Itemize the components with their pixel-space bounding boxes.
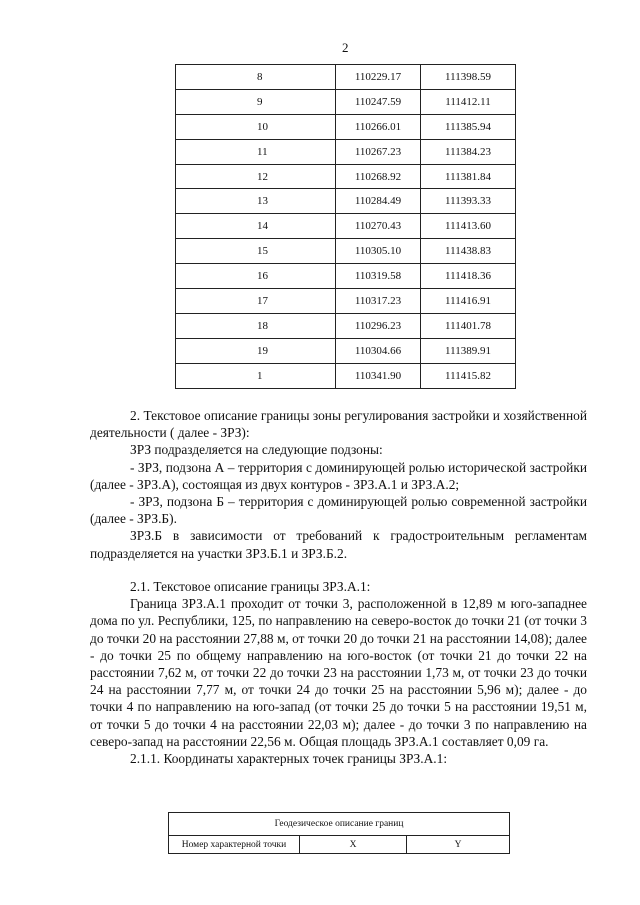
table-row — [176, 363, 516, 388]
point-number-cell: 13 — [176, 189, 336, 214]
x-coordinate-cell: 110341.90 — [336, 363, 421, 388]
table-row — [176, 114, 516, 139]
y-coordinate-cell: 111393.33 — [421, 189, 516, 214]
point-number-cell: 1 — [176, 363, 336, 388]
section-2-1-1-heading: 2.1.1. Координаты характерных точек границы ЗРЗ.А.1: — [130, 751, 448, 767]
y-coordinate-cell: 111389.91 — [421, 338, 516, 363]
point-number-cell: 9 — [176, 89, 336, 114]
section-2-1-heading: 2.1. Текстовое описание границы ЗРЗ.А.1: — [130, 579, 371, 594]
x-coordinate-cell: 110268.92 — [336, 164, 421, 189]
page-number: 2 — [342, 40, 349, 55]
section-2-intro: ЗРЗ подразделяется на следующие подзоны: — [130, 442, 383, 458]
y-coordinate-cell: 111438.83 — [421, 239, 516, 264]
table-row — [176, 65, 516, 90]
y-coordinate-cell: 111385.94 — [421, 114, 516, 139]
y-coordinate-cell: 111381.84 — [421, 164, 516, 189]
coordinates-table-body — [176, 65, 516, 389]
geodetic-table-title: Геодезическое описание границ — [169, 813, 510, 836]
x-coordinate-cell: 110317.23 — [336, 289, 421, 314]
x-coordinate-cell: 110304.66 — [336, 338, 421, 363]
table-row — [176, 239, 516, 264]
table-row — [176, 264, 516, 289]
point-number-cell: 18 — [176, 313, 336, 338]
point-number-cell: 19 — [176, 338, 336, 363]
section-2-1 — [90, 578, 587, 767]
point-number-cell: 16 — [176, 264, 336, 289]
column-header-y: Y — [407, 836, 510, 854]
table-row — [176, 214, 516, 239]
y-coordinate-cell: 111416.91 — [421, 289, 516, 314]
point-number-cell: 17 — [176, 289, 336, 314]
point-number-cell: 10 — [176, 114, 336, 139]
table-row — [176, 289, 516, 314]
point-number-cell: 14 — [176, 214, 336, 239]
column-header-point-number: Номер характерной точки — [169, 836, 300, 854]
table-row — [176, 189, 516, 214]
table-row — [176, 89, 516, 114]
table-row — [176, 313, 516, 338]
subzone-b-item: - ЗРЗ, подзона Б – территория с доминирующей ролью современной застройки (далее - ЗРЗ.Б). — [90, 494, 587, 527]
x-coordinate-cell: 110296.23 — [336, 313, 421, 338]
y-coordinate-cell: 111398.59 — [421, 65, 516, 90]
y-coordinate-cell: 111384.23 — [421, 139, 516, 164]
point-number-cell: 8 — [176, 65, 336, 90]
x-coordinate-cell: 110305.10 — [336, 239, 421, 264]
section-2 — [90, 407, 587, 562]
y-coordinate-cell: 111413.60 — [421, 214, 516, 239]
y-coordinate-cell: 111415.82 — [421, 363, 516, 388]
geodetic-description-table — [168, 812, 510, 854]
table-row — [176, 139, 516, 164]
subzone-a-item: - ЗРЗ, подзона А – территория с доминирующей ролью исторической застройки (далее - ЗРЗ.А), состоящая из двух контуров - ЗРЗ.А.1 и ЗРЗ.А.2; — [90, 459, 587, 492]
point-number-cell: 11 — [176, 139, 336, 164]
coordinates-table — [175, 64, 516, 389]
x-coordinate-cell: 110284.49 — [336, 189, 421, 214]
x-coordinate-cell: 110247.59 — [336, 89, 421, 114]
point-number-cell: 12 — [176, 164, 336, 189]
x-coordinate-cell: 110266.01 — [336, 114, 421, 139]
y-coordinate-cell: 111418.36 — [421, 264, 516, 289]
x-coordinate-cell: 110267.23 — [336, 139, 421, 164]
section-2-heading: 2. Текстовое описание границы зоны регулирования застройки и хозяйственной деятельности ( далее - ЗРЗ): — [90, 408, 587, 441]
table-row — [176, 338, 516, 363]
column-header-x: X — [300, 836, 407, 854]
y-coordinate-cell: 111401.78 — [421, 313, 516, 338]
table-row — [176, 164, 516, 189]
point-number-cell: 15 — [176, 239, 336, 264]
x-coordinate-cell: 110270.43 — [336, 214, 421, 239]
y-coordinate-cell: 111412.11 — [421, 89, 516, 114]
section-2-subdivision: ЗРЗ.Б в зависимости от требований к градостроительным регламентам подразделяется на участки ЗРЗ.Б.1 и ЗРЗ.Б.2. — [90, 528, 587, 561]
x-coordinate-cell: 110319.58 — [336, 264, 421, 289]
x-coordinate-cell: 110229.17 — [336, 65, 421, 90]
section-2-1-body: Граница ЗРЗ.А.1 проходит от точки 3, расположенной в 12,89 м юго-западнее дома по ул. Республики, 125, по направлению на северо-восток до точки 21 (от точки 3 до точки 20 на расстоянии 27,88 м, от точки 20 до точки 21 на расстоянии 14,08); далее - до точки 25 по общему направлению на юго-восток (от точки 21 до точки 22 на расстоянии 7,62 м, от точки 22 до точки 23 на расстоянии 1,73 м, от точки 23 до точки 24 на расстоянии 7,77 м, от точки 24 до точки 25 на расстоянии 5,96 м); далее - до точки 4 по направлению на юго-запад (от точки 25 до точки 5 на расстоянии 19,51 м, от точки 5 до точки 4 на расстоянии 22,03 м); далее - до точки 3 по направлению на северо-запад на расстоянии 22,56 м. Общая площадь ЗРЗ.А.1 составляет 0,09 га. — [90, 596, 587, 749]
